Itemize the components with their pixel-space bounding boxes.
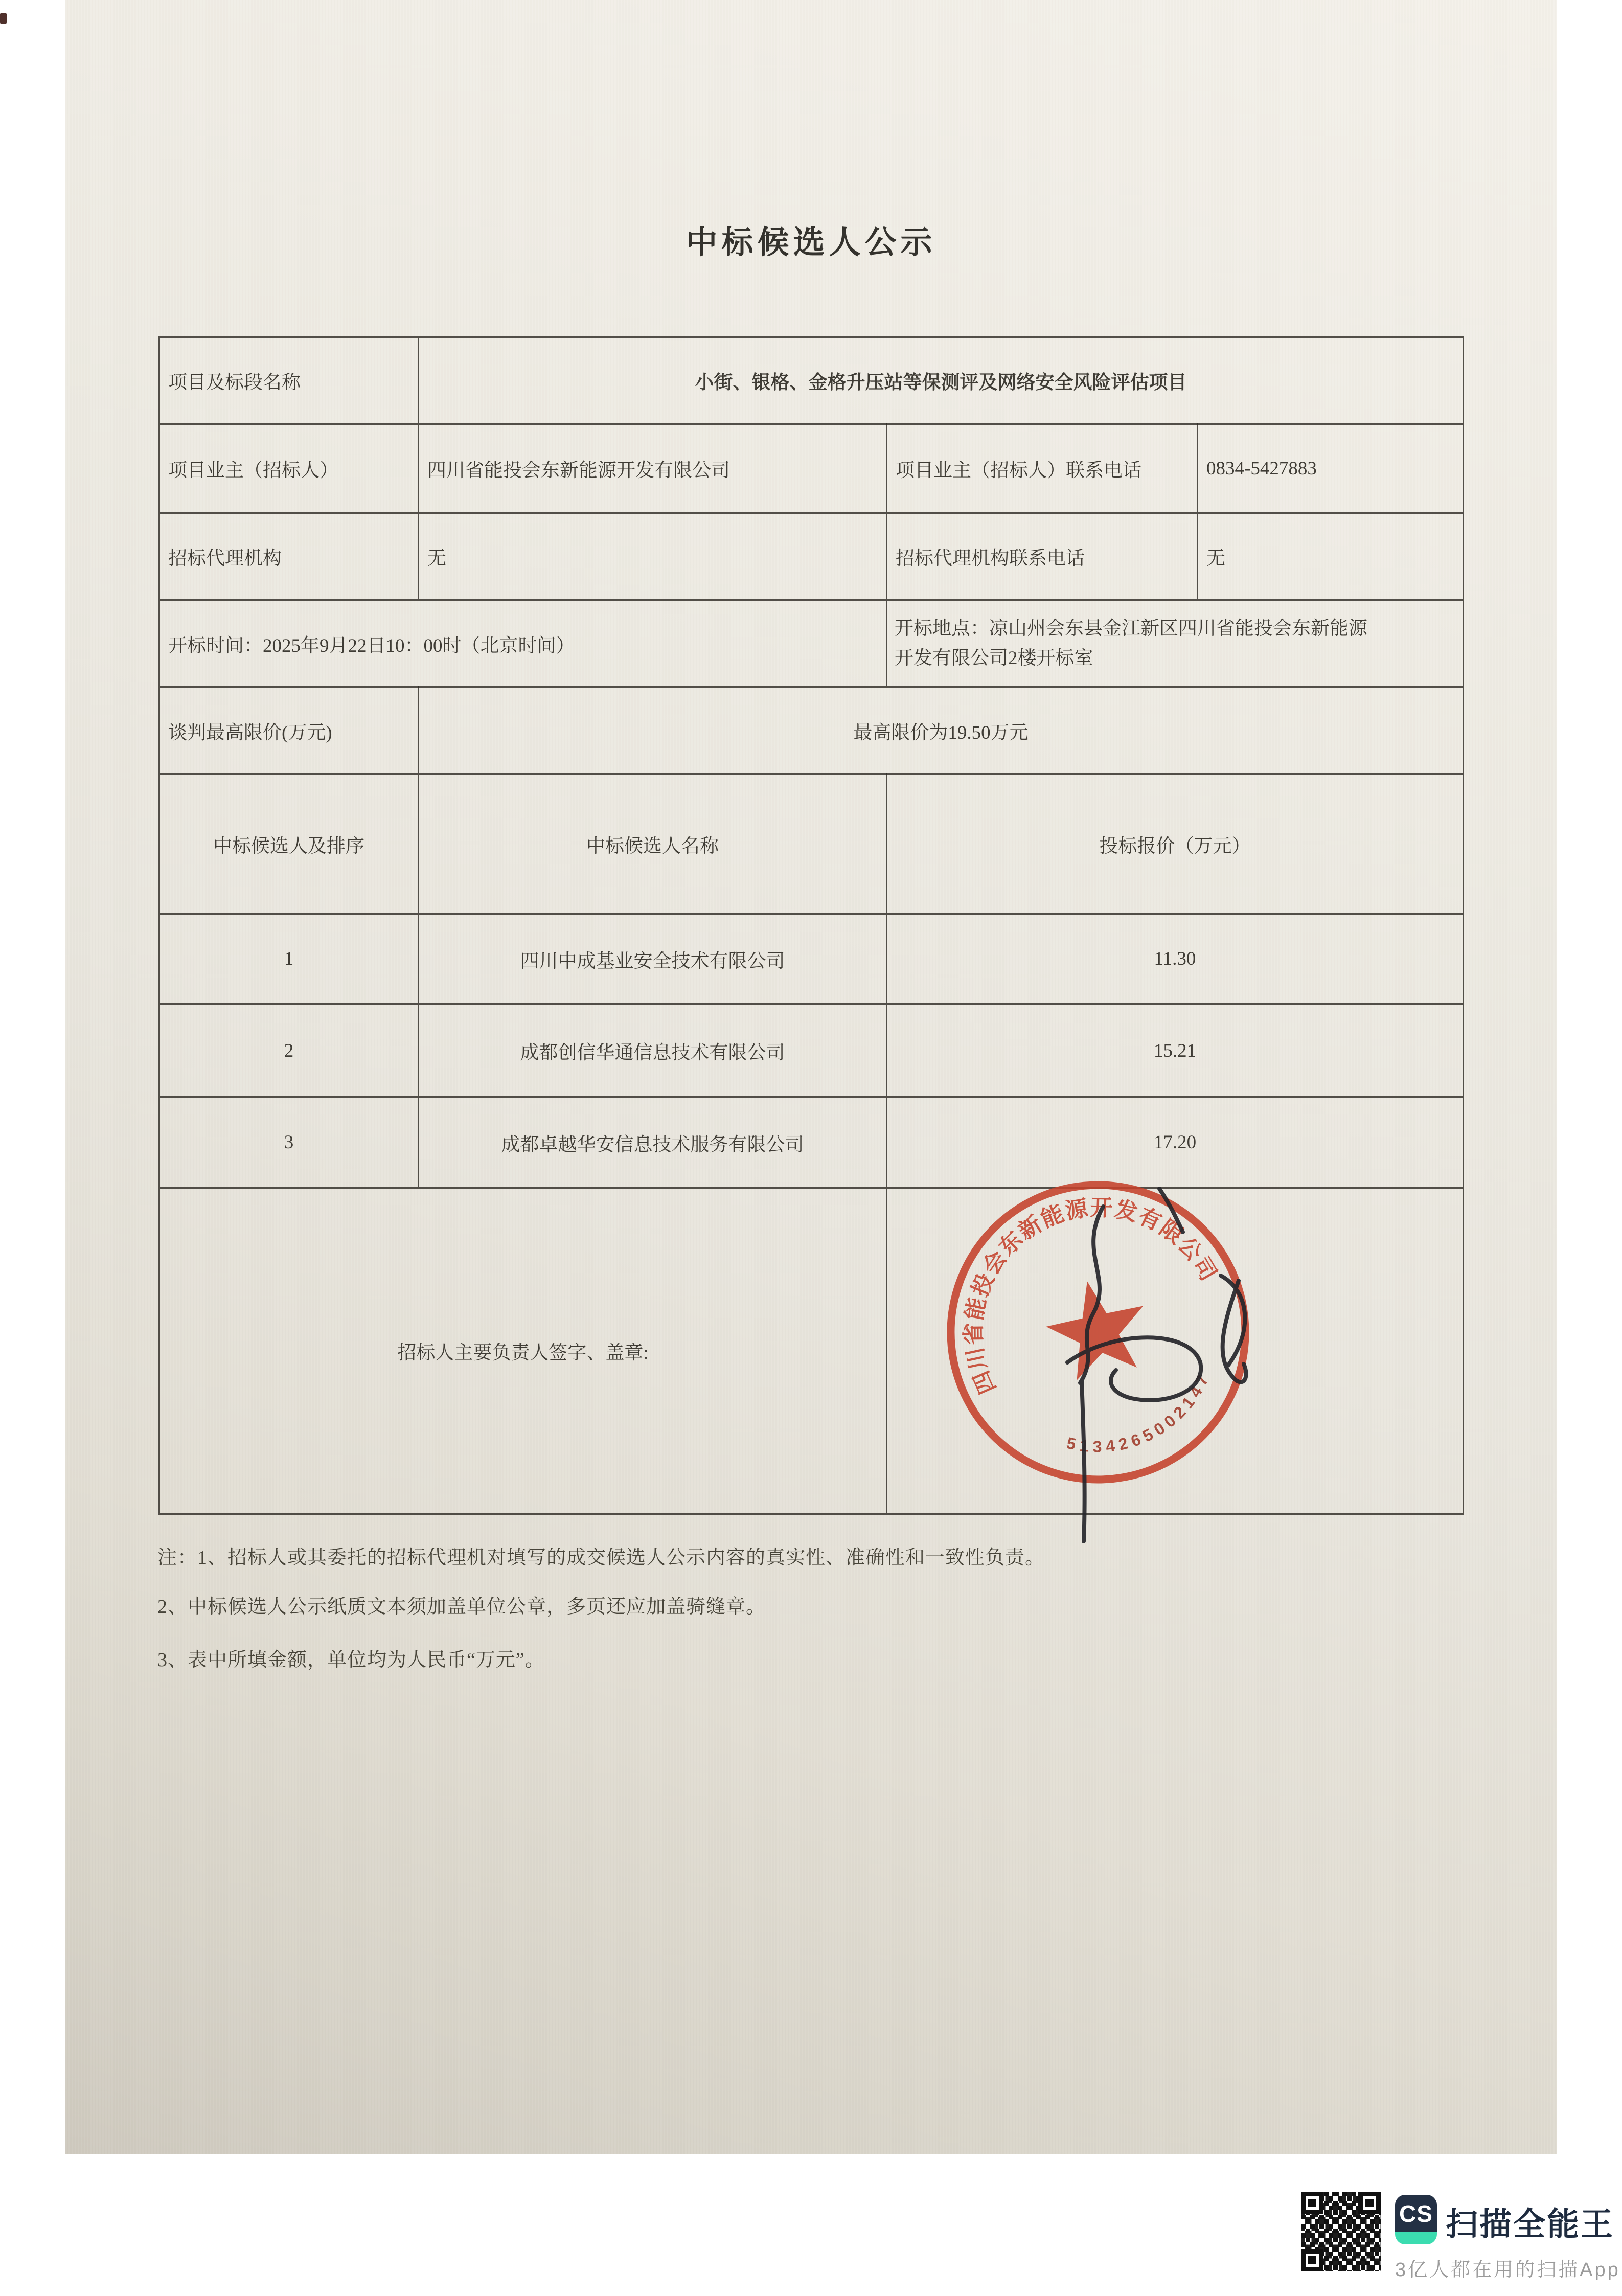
bid-open-place: 开标地点：凉山州会东县金江新区四川省能投会东新能源开发有限公司2楼开标室 <box>887 600 1464 687</box>
qr-finder-icon <box>1301 2249 1323 2271</box>
qr-finder-icon <box>1301 2192 1323 2214</box>
qr-finder-icon <box>1358 2192 1381 2214</box>
table-header-row <box>159 774 1464 914</box>
camscanner-logo-text: CS <box>1395 2195 1437 2232</box>
candidate-rank: 2 <box>159 1004 419 1097</box>
sign-label: 招标人主要负责人签字、盖章: <box>159 1188 887 1514</box>
candidate-price: 15.21 <box>887 1004 1464 1097</box>
page-title: 中标候选人公示 <box>686 225 936 260</box>
candidate-rank: 1 <box>159 914 419 1004</box>
project-value: 小街、银格、金格升压站等保测评及网络安全风险评估项目 <box>419 337 1464 424</box>
header-price: 投标报价（万元） <box>887 774 1464 914</box>
candidate-row <box>159 1004 1464 1097</box>
seal-company-text: 四川省能投会东新能源开发有限公司 <box>961 1195 1222 1398</box>
header-rank: 中标候选人及排序 <box>159 774 419 914</box>
agency-phone-value: 无 <box>1198 513 1464 600</box>
paper-photo <box>65 0 1557 2154</box>
candidate-name: 成都创信华通信息技术有限公司 <box>419 1004 887 1097</box>
owner-phone-value: 0834-5427883 <box>1198 424 1464 513</box>
table-row <box>159 513 1464 600</box>
note-line: 3、表中所填金额，单位均为人民币“万元”。 <box>157 1649 545 1671</box>
handwritten-signature <box>1067 1189 1246 1541</box>
company-seal <box>894 1161 1303 1570</box>
bid-open-time: 开标时间：2025年9月22日10：00时（北京时间） <box>159 600 887 687</box>
agency-value: 无 <box>419 513 887 600</box>
candidate-price: 17.20 <box>887 1097 1464 1188</box>
candidate-price: 11.30 <box>887 914 1464 1004</box>
note-line: 注：1、招标人或其委托的招标代理机对填写的成交候选人公示内容的真实性、准确性和一致性负责。 <box>157 1547 1045 1568</box>
note-line: 2、中标候选人公示纸质文本须加盖单位公章，多页还应加盖骑缝章。 <box>157 1596 766 1618</box>
qr-code <box>1301 2192 1381 2271</box>
owner-label: 项目业主（招标人） <box>159 424 419 513</box>
seal-star-icon <box>1039 1271 1155 1384</box>
owner-phone-label: 项目业主（招标人）联系电话 <box>887 424 1198 513</box>
seal-code-digits: 5134265002147 <box>1065 1368 1214 1456</box>
camscanner-app-name: 扫描全能王 <box>1446 2207 1614 2242</box>
agency-label: 招标代理机构 <box>159 513 419 600</box>
candidate-rank: 3 <box>159 1097 419 1188</box>
candidate-row <box>159 914 1464 1004</box>
scan-artifact-speck <box>0 13 7 24</box>
agency-phone-label: 招标代理机构联系电话 <box>887 513 1198 600</box>
candidate-name: 四川中成基业安全技术有限公司 <box>419 914 887 1004</box>
table-row <box>159 337 1464 424</box>
header-name: 中标候选人名称 <box>419 774 887 914</box>
price-limit-label: 谈判最高限价(万元) <box>159 687 419 774</box>
table-row <box>159 424 1464 513</box>
table-row <box>159 687 1464 774</box>
project-label: 项目及标段名称 <box>159 337 419 424</box>
camscanner-tagline: 3亿人都在用的扫描App <box>1395 2259 1620 2281</box>
price-limit-value: 最高限价为19.50万元 <box>419 687 1464 774</box>
camscanner-logo-icon <box>1395 2195 1437 2244</box>
table-row <box>159 600 1464 687</box>
candidate-name: 成都卓越华安信息技术服务有限公司 <box>419 1097 887 1188</box>
owner-value: 四川省能投会东新能源开发有限公司 <box>419 424 887 513</box>
camscanner-logo-strip <box>1395 2232 1437 2244</box>
